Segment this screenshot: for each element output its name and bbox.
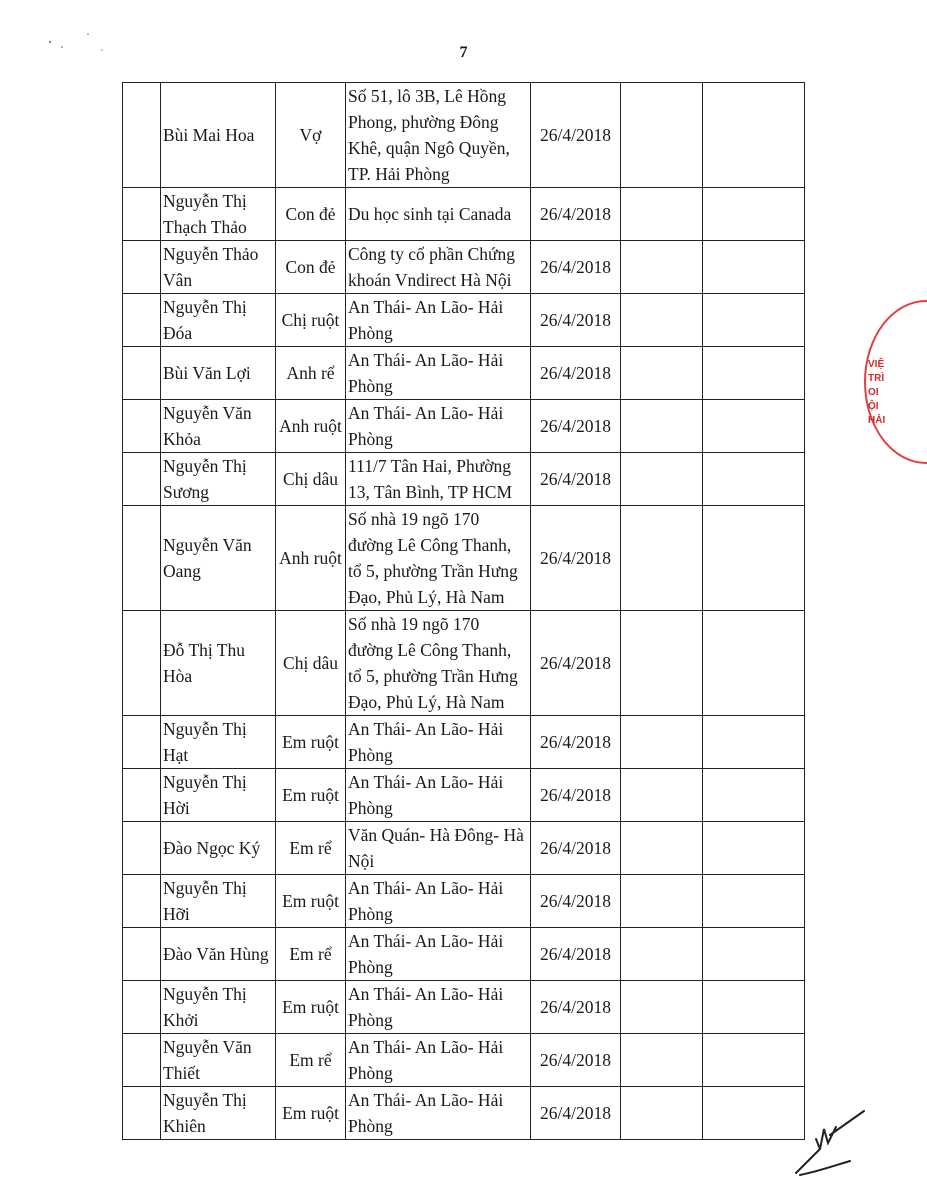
address-cell: An Thái- An Lão- Hải Phòng xyxy=(346,347,531,400)
blank-cell xyxy=(703,453,805,506)
address-cell: Số nhà 19 ngõ 170 đường Lê Công Thanh, tổ 5, phường Trần Hưng Đạo, Phủ Lý, Hà Nam xyxy=(346,506,531,611)
table-row xyxy=(123,769,805,822)
address-cell: An Thái- An Lão- Hải Phòng xyxy=(346,1087,531,1140)
table-row xyxy=(123,400,805,453)
index-cell xyxy=(123,716,161,769)
blank-cell xyxy=(621,506,703,611)
date-cell: 26/4/2018 xyxy=(531,928,621,981)
index-cell xyxy=(123,506,161,611)
red-stamp xyxy=(858,300,927,470)
name-cell: Nguyễn Thị Hời xyxy=(161,769,276,822)
table-row xyxy=(123,981,805,1034)
blank-cell xyxy=(703,875,805,928)
date-cell: 26/4/2018 xyxy=(531,716,621,769)
handwritten-signature xyxy=(790,1105,870,1185)
index-cell xyxy=(123,1087,161,1140)
index-cell xyxy=(123,83,161,188)
blank-cell xyxy=(621,347,703,400)
address-cell: Du học sinh tại Canada xyxy=(346,188,531,241)
index-cell xyxy=(123,347,161,400)
relation-cell: Em rể xyxy=(276,1034,346,1087)
relation-cell: Con đẻ xyxy=(276,241,346,294)
blank-cell xyxy=(703,188,805,241)
relation-cell: Em ruột xyxy=(276,981,346,1034)
date-cell: 26/4/2018 xyxy=(531,822,621,875)
date-cell: 26/4/2018 xyxy=(531,294,621,347)
blank-cell xyxy=(703,769,805,822)
index-cell xyxy=(123,188,161,241)
table-row xyxy=(123,716,805,769)
name-cell: Nguyễn Văn Khỏa xyxy=(161,400,276,453)
address-cell: An Thái- An Lão- Hải Phòng xyxy=(346,769,531,822)
blank-cell xyxy=(621,83,703,188)
relation-cell: Em rể xyxy=(276,822,346,875)
name-cell: Nguyễn Thị Đóa xyxy=(161,294,276,347)
blank-cell xyxy=(621,1034,703,1087)
table-row xyxy=(123,453,805,506)
date-cell: 26/4/2018 xyxy=(531,1087,621,1140)
table-body xyxy=(123,83,805,1140)
index-cell xyxy=(123,400,161,453)
date-cell: 26/4/2018 xyxy=(531,981,621,1034)
stamp-text-3: OI xyxy=(868,387,879,398)
table-row xyxy=(123,241,805,294)
table-row xyxy=(123,611,805,716)
relation-cell: Em ruột xyxy=(276,769,346,822)
table-row xyxy=(123,1034,805,1087)
date-cell: 26/4/2018 xyxy=(531,611,621,716)
address-cell: An Thái- An Lão- Hải Phòng xyxy=(346,716,531,769)
address-cell: An Thái- An Lão- Hải Phòng xyxy=(346,981,531,1034)
name-cell: Đào Ngọc Ký xyxy=(161,822,276,875)
table-row xyxy=(123,928,805,981)
relatives-table xyxy=(122,82,805,1140)
blank-cell xyxy=(703,347,805,400)
blank-cell xyxy=(703,400,805,453)
table-row xyxy=(123,294,805,347)
relation-cell: Em rể xyxy=(276,928,346,981)
blank-cell xyxy=(703,716,805,769)
blank-cell xyxy=(703,928,805,981)
blank-cell xyxy=(621,294,703,347)
relation-cell: Anh ruột xyxy=(276,400,346,453)
blank-cell xyxy=(621,188,703,241)
date-cell: 26/4/2018 xyxy=(531,400,621,453)
table-row xyxy=(123,875,805,928)
index-cell xyxy=(123,875,161,928)
index-cell xyxy=(123,611,161,716)
name-cell: Nguyễn Thị Hỡi xyxy=(161,875,276,928)
name-cell: Bùi Văn Lợi xyxy=(161,347,276,400)
date-cell: 26/4/2018 xyxy=(531,241,621,294)
blank-cell xyxy=(621,400,703,453)
relation-cell: Chị ruột xyxy=(276,294,346,347)
relation-cell: Em ruột xyxy=(276,875,346,928)
table-row xyxy=(123,83,805,188)
blank-cell xyxy=(621,241,703,294)
index-cell xyxy=(123,981,161,1034)
blank-cell xyxy=(703,1034,805,1087)
blank-cell xyxy=(703,822,805,875)
name-cell: Nguyễn Thị Hạt xyxy=(161,716,276,769)
index-cell xyxy=(123,1034,161,1087)
name-cell: Đào Văn Hùng xyxy=(161,928,276,981)
date-cell: 26/4/2018 xyxy=(531,188,621,241)
address-cell: An Thái- An Lão- Hải Phòng xyxy=(346,1034,531,1087)
index-cell xyxy=(123,241,161,294)
stamp-text-1: VIỆ xyxy=(868,359,885,370)
blank-cell xyxy=(703,83,805,188)
table-row xyxy=(123,188,805,241)
name-cell: Nguyễn Thị Thạch Thảo xyxy=(161,188,276,241)
blank-cell xyxy=(621,928,703,981)
blank-cell xyxy=(621,981,703,1034)
blank-cell xyxy=(621,1087,703,1140)
address-cell: An Thái- An Lão- Hải Phòng xyxy=(346,928,531,981)
blank-cell xyxy=(703,506,805,611)
blank-cell xyxy=(703,294,805,347)
relation-cell: Em ruột xyxy=(276,1087,346,1140)
name-cell: Nguyễn Thảo Vân xyxy=(161,241,276,294)
blank-cell xyxy=(703,981,805,1034)
index-cell xyxy=(123,294,161,347)
blank-cell xyxy=(621,611,703,716)
blank-cell xyxy=(621,769,703,822)
relation-cell: Chị dâu xyxy=(276,453,346,506)
table-row xyxy=(123,347,805,400)
name-cell: Đỗ Thị Thu Hòa xyxy=(161,611,276,716)
blank-cell xyxy=(621,875,703,928)
index-cell xyxy=(123,769,161,822)
page-number: 7 xyxy=(459,44,468,61)
date-cell: 26/4/2018 xyxy=(531,453,621,506)
blank-cell xyxy=(621,822,703,875)
name-cell: Nguyễn Văn Thiết xyxy=(161,1034,276,1087)
table-row xyxy=(123,506,805,611)
relation-cell: Con đẻ xyxy=(276,188,346,241)
address-cell: Văn Quán- Hà Đông- Hà Nội xyxy=(346,822,531,875)
address-cell: Số nhà 19 ngõ 170 đường Lê Công Thanh, tổ 5, phường Trần Hưng Đạo, Phủ Lý, Hà Nam xyxy=(346,611,531,716)
table-row xyxy=(123,1087,805,1140)
name-cell: Nguyễn Thị Khiên xyxy=(161,1087,276,1140)
address-cell: Công ty cổ phần Chứng khoán Vndirect Hà Nội xyxy=(346,241,531,294)
name-cell: Nguyễn Thị Sương xyxy=(161,453,276,506)
index-cell xyxy=(123,453,161,506)
date-cell: 26/4/2018 xyxy=(531,875,621,928)
date-cell: 26/4/2018 xyxy=(531,506,621,611)
address-cell: 111/7 Tân Hai, Phường 13, Tân Bình, TP HCM xyxy=(346,453,531,506)
date-cell: 26/4/2018 xyxy=(531,83,621,188)
address-cell: An Thái- An Lão- Hải Phòng xyxy=(346,400,531,453)
date-cell: 26/4/2018 xyxy=(531,1034,621,1087)
blank-cell xyxy=(703,611,805,716)
index-cell xyxy=(123,822,161,875)
name-cell: Bùi Mai Hoa xyxy=(161,83,276,188)
relation-cell: Anh rể xyxy=(276,347,346,400)
stamp-text-2: TRÌ xyxy=(868,373,885,384)
address-cell: Số 51, lô 3B, Lê Hồng Phong, phường Đông Khê, quận Ngô Quyền, TP. Hải Phòng xyxy=(346,83,531,188)
table-row xyxy=(123,822,805,875)
date-cell: 26/4/2018 xyxy=(531,769,621,822)
date-cell: 26/4/2018 xyxy=(531,347,621,400)
relation-cell: Em ruột xyxy=(276,716,346,769)
stamp-text-5: HẢI xyxy=(868,415,886,426)
address-cell: An Thái- An Lão- Hải Phòng xyxy=(346,294,531,347)
name-cell: Nguyễn Thị Khởi xyxy=(161,981,276,1034)
blank-cell xyxy=(621,716,703,769)
index-cell xyxy=(123,928,161,981)
relation-cell: Anh ruột xyxy=(276,506,346,611)
blank-cell xyxy=(621,453,703,506)
relation-cell: Vợ xyxy=(276,83,346,188)
address-cell: An Thái- An Lão- Hải Phòng xyxy=(346,875,531,928)
stamp-text-4: ỘI xyxy=(868,401,879,412)
relation-cell: Chị dâu xyxy=(276,611,346,716)
name-cell: Nguyễn Văn Oang xyxy=(161,506,276,611)
blank-cell xyxy=(703,241,805,294)
